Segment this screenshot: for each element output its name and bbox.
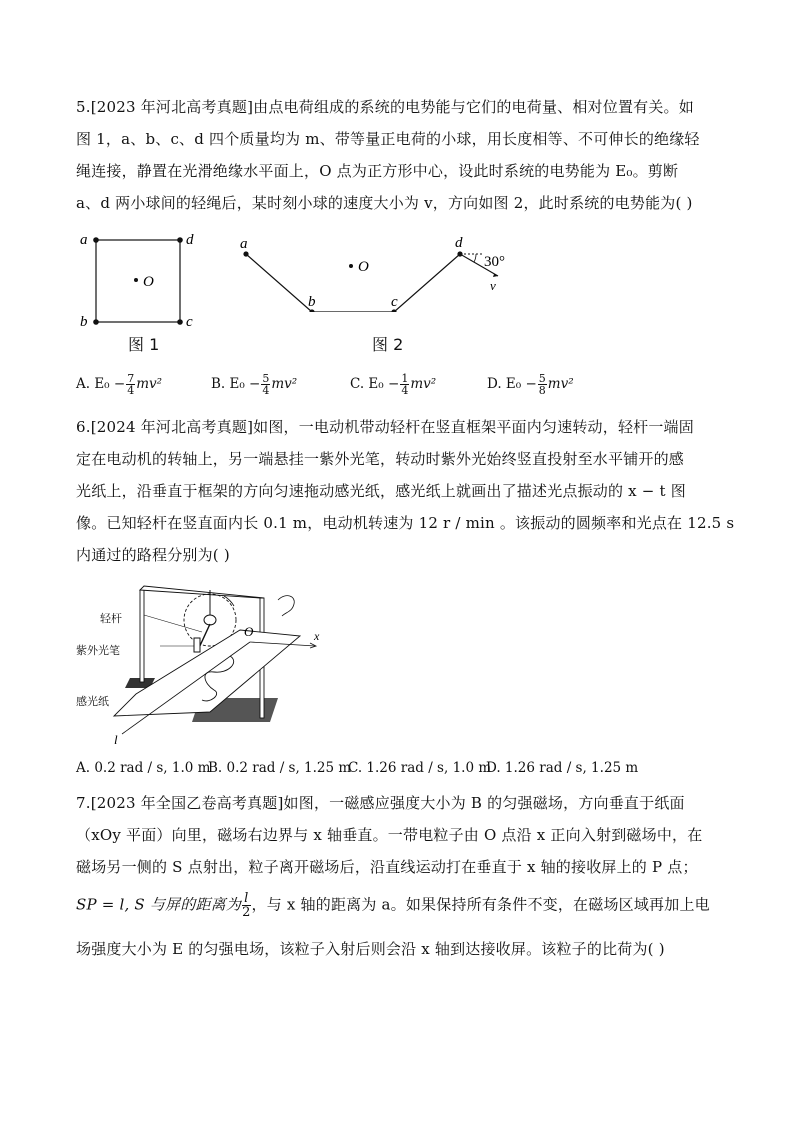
q6-option-a[interactable]: A. 0.2 rad / s, 1.0 m: [76, 760, 211, 776]
q7-line-5: 场强度大小为 E 的匀强电场，该粒子入射后则会沿 x 轴到达接收屏。该粒子的比荷为( ): [76, 940, 665, 958]
fig1-label-O: O: [143, 274, 154, 290]
q6-line-4: 像。已知轻杆在竖直面内长 0.1 m，电动机转速为 12 r / min 。该振动的圆频率和光点在 12.5 s: [76, 514, 735, 532]
q7-line-2: （xOy 平面）向里，磁场右边界与 x 轴垂直。一带电粒子由 O 点沿 x 正向入射到磁场中，在: [76, 826, 703, 844]
q6-line-2: 定在电动机的转轴上，另一端悬挂一紫外光笔，转动时紫外光始终竖直投射至水平铺开的感: [76, 450, 685, 468]
fig6-label-O: O: [244, 624, 254, 639]
q7-line-1: 7.[2023 年全国乙卷高考真题]如图，一磁感应强度大小为 B 的匀强磁场，方向垂直于纸面: [76, 794, 685, 812]
fig2-label-angle: 30°: [484, 254, 505, 270]
q6-line-5: 内通过的路程分别为( ): [76, 546, 230, 564]
q5-line-3: 绳连接，静置在光滑绝缘水平面上，O 点为正方形中心，设此时系统的电势能为 E₀。剪断: [76, 162, 679, 180]
q5-line-4: a、d 两小球间的轻绳后，某时刻小球的速度大小为 v，方向如图 2，此时系统的电势能为( ): [76, 194, 693, 212]
fig2-label-c: c: [391, 294, 398, 310]
q6-line-1: 6.[2024 年河北高考真题]如图，一电动机带动轻杆在竖直框架平面内匀速转动，轻杆一端固: [76, 418, 694, 436]
fig1-label-c: c: [186, 314, 193, 328]
q5-option-a[interactable]: A. E₀ − $\frac{7}{4}$ mv²: [76, 372, 163, 397]
fig6-label-l: l: [114, 732, 118, 747]
fig6-label-paper: 感光纸: [76, 695, 109, 708]
q6-figure-apparatus: [110, 572, 340, 750]
fig1-label-b: b: [80, 314, 88, 328]
q5-figure-1: [74, 228, 204, 328]
q7-line-4: SP = l, S 与屏的距离为 $\frac{l}{2}$ ，与 x 轴的距离为 a。如果保持所有条件不变，在磁场区域再加上电: [76, 891, 710, 920]
q5-figure-2: [236, 232, 526, 312]
q6-option-c[interactable]: C. 1.26 rad / s, 1.0 m: [348, 760, 492, 776]
fig6-label-x: x: [314, 629, 320, 643]
q5-option-c[interactable]: C. E₀ − $\frac{1}{4}$ mv²: [350, 372, 437, 397]
q5-option-d[interactable]: D. E₀ − $\frac{5}{8}$ mv²: [487, 372, 574, 397]
fig2-label-v: v: [490, 278, 496, 293]
fig6-label-pen: 紫外光笔: [76, 644, 120, 657]
q5-option-b[interactable]: B. E₀ − $\frac{5}{4}$ mv²: [211, 372, 298, 397]
q6-option-d[interactable]: D. 1.26 rad / s, 1.25 m: [486, 760, 639, 776]
fig2-label-a: a: [240, 236, 248, 252]
q6-option-b[interactable]: B. 0.2 rad / s, 1.25 m: [208, 760, 352, 776]
fig2-caption: 图 2: [372, 335, 404, 354]
fig2-label-d: d: [455, 235, 463, 251]
q6-line-3: 光纸上，沿垂直于框架的方向匀速拖动感光纸，感光纸上就画出了描述光点振动的 x − t 图: [76, 482, 686, 500]
fig1-label-d: d: [186, 232, 194, 248]
fig1-caption: 图 1: [128, 335, 160, 354]
fig2-label-b: b: [308, 294, 316, 310]
fig1-label-a: a: [80, 232, 88, 248]
fig6-label-rod: 轻杆: [100, 612, 122, 625]
q5-line-2: 图 1，a、b、c、d 四个质量均为 m、带等量正电荷的小球，用长度相等、不可伸长的绝缘轻: [76, 130, 700, 148]
q5-line-1: 5.[2023 年河北高考真题]由点电荷组成的系统的电势能与它们的电荷量、相对位置有关。如: [76, 98, 694, 116]
q7-line-3: 磁场另一侧的 S 点射出，粒子离开磁场后，沿直线运动打在垂直于 x 轴的接收屏上的 P 点；: [76, 858, 698, 876]
fig2-label-O: O: [358, 259, 369, 275]
